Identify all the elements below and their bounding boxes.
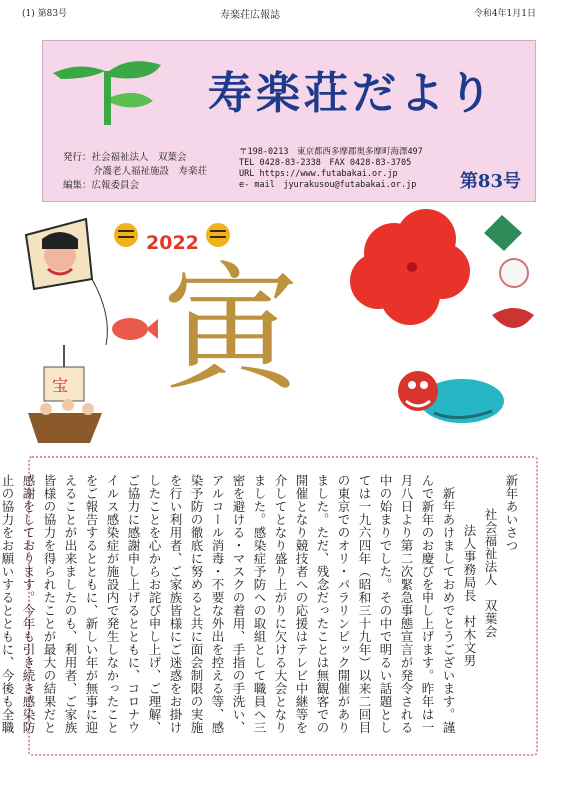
publisher-2: 介護老人福祉施設 寿楽荘 — [93, 166, 208, 177]
year-2022: 2022 — [146, 232, 199, 254]
sea-bream-icon — [112, 318, 158, 340]
svg-text:宝: 宝 — [52, 376, 69, 395]
tiger-kanji: 寅 — [162, 249, 301, 410]
newsletter-label: 寿楽荘広報誌 — [220, 10, 280, 21]
masthead — [42, 40, 536, 202]
author-name: 法人事務局長 村木文男 — [462, 524, 477, 667]
author-org: 社会福祉法人 双葉会 — [483, 508, 498, 638]
tel-fax: TEL 0428-83-2338 FAX 0428-83-3705 — [239, 158, 412, 168]
treasure-ship-icon — [28, 345, 102, 443]
rope-decoration-icon — [484, 215, 534, 328]
article-columns — [0, 474, 522, 746]
lion-dance-icon — [398, 371, 504, 423]
publisher-1: 社会福祉法人 双葉会 — [91, 152, 187, 163]
editor: 広報委員会 — [91, 180, 140, 191]
plum-blossom-icon — [350, 209, 470, 325]
issue-date: 令和4年1月1日 — [473, 9, 536, 19]
website-url: URL https://www.futabakai.or.jp — [239, 169, 398, 179]
newsletter-title: 寿楽荘だより — [208, 68, 496, 119]
sprout-logo-icon — [49, 57, 167, 127]
new-year-illustration — [22, 205, 547, 450]
greeting-article — [0, 456, 538, 756]
publisher-info — [63, 151, 207, 193]
kite-icon — [26, 219, 107, 345]
postal-address: 〒198-0213 東京都西多摩郡奥多摩町海澤497 — [239, 147, 423, 157]
editor-label: 編集： — [63, 180, 92, 191]
page-issue: (1) 第83号 — [22, 9, 68, 19]
publisher-label: 発行： — [63, 152, 92, 163]
article-body: 新年あけましておめでとうございます。謹んで新年のお慶びを申し上げます。昨年は一月八日より第二次緊急事態宣言が発令される中の始まりでした。その中で明るい話題としては一九六四年（昭和三十九年）以来二回目の東京でのオリ・パラリンピック開催がありました。ただ、残念だったことは無観客での開催となり競技者への応援はテレビ中継等を介してとなり盛り上がりに欠ける大会となりました。感染症予防への取組として職員へ三密を避ける・マスクの着用、手指の手洗い、アルコール消毒・不要な外出を控える等、感染予防の徹底に努めると共に面会制限の実施を行い利用者、ご家族皆様にご迷惑をお掛けしたことを心からお詫び申し上げ、ご理解、ご協力に感謝申し上げるとともに、コロナウイルス感染症が施設内で発生しなかったことをご報告するとともに、新しい年が無事に迎えることが出来ましたのも、利用者、ご家族皆様の協力を得られたことが最大の結果だと感謝をしております。今年も引き続き感染防止の協力をお願いするとともに、今後も全職 — [0, 474, 456, 734]
contact-info — [239, 147, 423, 191]
article-heading: 新年あいさつ — [504, 474, 519, 552]
issue-number: 第83号 — [459, 171, 521, 192]
email-address: e- mail jyurakusou@futabakai.or.jp — [239, 180, 417, 190]
